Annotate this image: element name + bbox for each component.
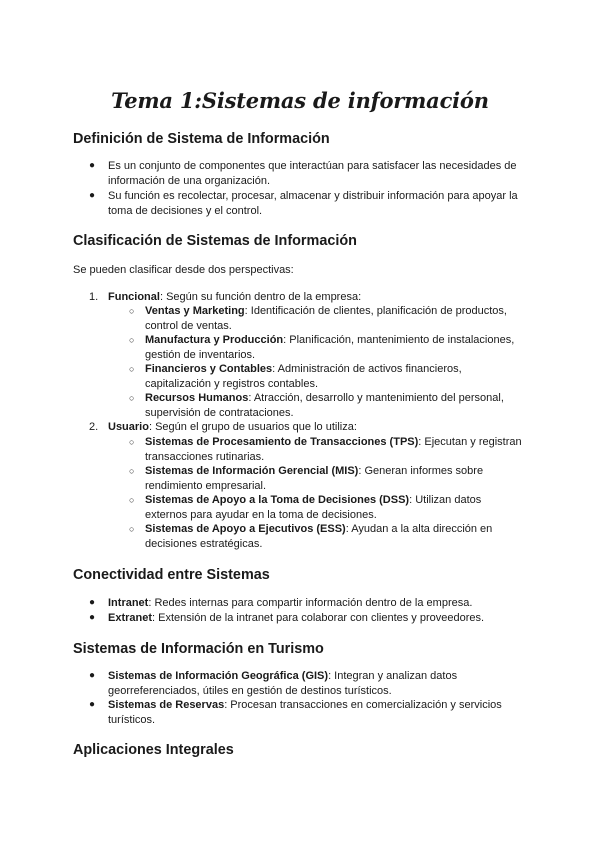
sub-list-item [145,333,525,362]
bullet-dot: ● [89,699,96,710]
list-item-term: Sistemas de Procesamiento de Transacciones (TPS) [145,436,419,448]
section-heading-conectividad: Conectividad entre Sistemas [73,567,270,583]
bullet-circle: ○ [129,306,135,316]
list-item [108,611,528,626]
list-item: Es un conjunto de componentes que interactúan para satisfacer las necesidades de información de una organización. [108,160,517,187]
list-item-term: Sistemas de Apoyo a Ejecutivos (ESS) [145,523,346,535]
list-item-term: Intranet [108,597,149,609]
bullet-circle: ○ [129,437,135,447]
list-item [108,420,528,435]
list-item-term: Sistemas de Reservas [108,699,225,711]
bullet-circle: ○ [129,364,135,374]
sub-list-item [145,522,525,551]
sub-list-item [145,493,525,522]
list-item-term: Sistemas de Información Gerencial (MIS) [145,465,359,477]
list-number: 2. [89,421,99,433]
document-title: Tema 1:Sistemas de información [111,88,489,113]
bullet-dot: ● [89,670,96,681]
bullet-dot: ● [89,597,96,608]
list-item-term: Ventas y Marketing [145,305,245,317]
list-item: Su función es recolectar, procesar, almacenar y distribuir información para apoyar la toma de decisiones y el control. [108,190,518,217]
bullet-dot: ● [89,190,96,201]
section-heading-turismo: Sistemas de Información en Turismo [73,641,324,657]
list-item-text: : Redes internas para compartir información dentro de la empresa. [148,597,473,609]
bullet-circle: ○ [129,335,135,345]
list-item-text: : Procesan transacciones en comercialización y servicios turísticos. [108,699,502,726]
list-item-text: : Utilizan datos externos para ayudar en la toma de decisiones. [145,494,482,521]
intro-paragraph: Se pueden clasificar desde dos perspectivas: [73,264,294,276]
sub-list-item [145,464,525,493]
list-item-text: : Según su función dentro de la empresa: [159,291,362,303]
section-heading-clasificacion: Clasificación de Sistemas de Información [73,233,357,249]
sub-list-item [145,362,525,391]
list-item-text: : Ayudan a la alta dirección en decisiones estratégicas. [145,523,493,550]
list-number: 1. [89,291,99,303]
section-heading-aplicaciones: Aplicaciones Integrales [73,742,234,758]
bullet-dot: ● [89,160,96,171]
section-heading-definicion: Definición de Sistema de Información [73,131,330,147]
sub-list-item [145,304,525,333]
list-item-text: : Generan informes sobre rendimiento empresarial. [145,465,484,492]
list-item-term: Manufactura y Producción [145,334,284,346]
list-item-text: : Planificación, mantenimiento de instalaciones, gestión de inventarios. [145,334,515,361]
list-item-term: Sistemas de Apoyo a la Toma de Decisiones (DSS) [145,494,410,506]
list-item-term: Usuario [108,421,149,433]
list-item-term: Financieros y Contables [145,363,273,375]
list-item [108,596,528,611]
list-item-text: : Atracción, desarrollo y mantenimiento del personal, supervisión de contrataciones. [145,392,504,419]
list-item [108,290,528,305]
bullet-circle: ○ [129,524,135,534]
list-item-text: : Extensión de la intranet para colaborar con clientes y proveedores. [152,612,485,624]
list-item [108,698,528,727]
list-item-text: : Ejecutan y registran transacciones rutinarias. [145,436,522,463]
bullet-circle: ○ [129,393,135,403]
list-item [108,669,528,698]
sub-list-item [145,435,525,464]
list-item-text: : Identificación de clientes, planificación de productos, control de ventas. [145,305,507,332]
bullet-circle: ○ [129,495,135,505]
list-item-term: Extranet [108,612,153,624]
bullet-dot: ● [89,612,96,623]
list-item-text: : Administración de activos financieros, capitalización y registros contables. [145,363,462,390]
list-item-text: : Integran y analizan datos georreferenciados, útiles en gestión de destinos turísticos. [108,670,458,697]
bullet-circle: ○ [129,466,135,476]
list-item-term: Funcional [108,291,160,303]
sub-list-item [145,391,525,420]
list-item-term: Recursos Humanos [145,392,249,404]
list-item-term: Sistemas de Información Geográfica (GIS) [108,670,329,682]
list-item-text: : Según el grupo de usuarios que lo utiliza: [148,421,357,433]
